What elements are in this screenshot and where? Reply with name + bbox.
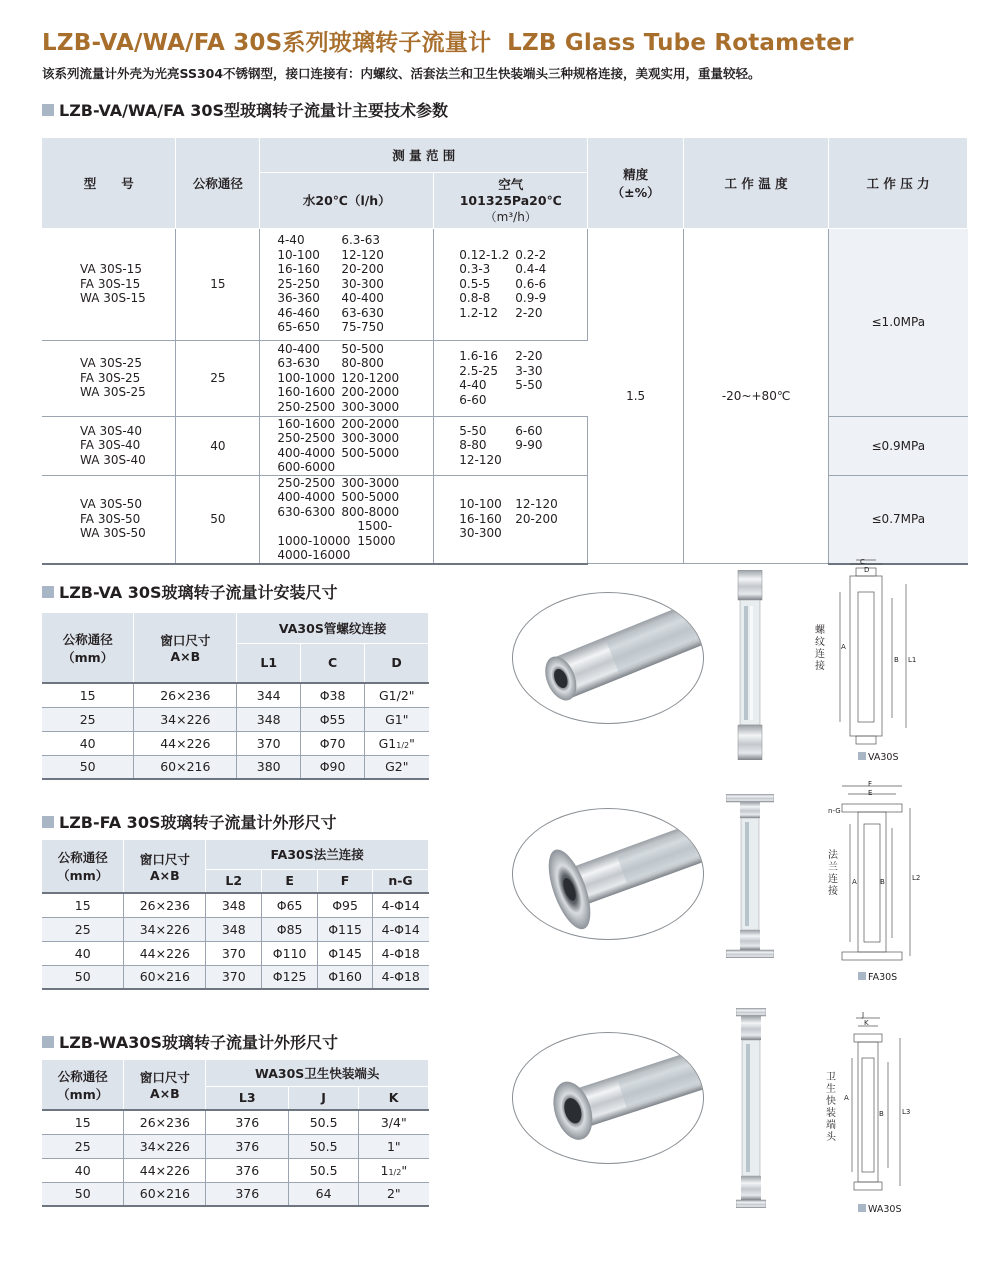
cell-subscript: 1/2 (388, 1167, 402, 1177)
wa-product-photo (736, 1008, 766, 1208)
range-line (459, 306, 587, 321)
temperature-cell: -20~+80℃ (684, 228, 829, 564)
table-row (42, 893, 429, 917)
table-cell: 34×226 (124, 917, 206, 941)
table-cell: 34×226 (134, 707, 237, 731)
cell-value: " (409, 735, 415, 751)
range-value: 20-200 (515, 511, 558, 526)
range-value: 3-30 (515, 363, 543, 378)
section-va-title: LZB-VA 30S玻璃转子流量计安装尺寸 (42, 580, 338, 603)
range-line (277, 431, 433, 446)
wa-model-label: WA30S (858, 1204, 902, 1215)
table-cell: 4-Φ14 (373, 893, 429, 917)
table-row (42, 755, 429, 779)
range-value: 400-4000 (277, 490, 336, 504)
table-cell: 50.5 (289, 1134, 359, 1158)
range-value: 6-60 (459, 392, 487, 407)
table-cell: 25 (42, 1134, 124, 1158)
accuracy-cell: 1.5 (588, 228, 684, 564)
table-cell: 40 (42, 1158, 124, 1182)
dim-b-label: B (880, 878, 885, 886)
main-spec-table (42, 138, 968, 565)
bullet-square-icon (42, 586, 54, 598)
range-value: 800-8000 (341, 504, 400, 519)
table-row (42, 707, 429, 731)
table-cell: 50.5 (289, 1158, 359, 1182)
range-value: 250-2500 (277, 475, 336, 490)
table-cell: Φ145 (318, 941, 373, 965)
table-cell: 1" (359, 1134, 429, 1158)
fa-connection-label: 法兰连接 (828, 850, 838, 897)
range-value: 36-360 (277, 291, 320, 306)
header-dn: 公称通径 (176, 138, 260, 228)
table-cell: 3/4" (359, 1110, 429, 1134)
range-value: 4-40 (277, 233, 305, 248)
table-cell: 25 (42, 707, 134, 731)
model-name: WA 30S-50 (80, 526, 146, 541)
table-row (42, 1110, 429, 1134)
table-row (42, 1182, 429, 1206)
header-col: n-G (373, 869, 429, 893)
range-value: 16-160 (277, 262, 320, 277)
table-cell: G1" (365, 707, 429, 731)
range-line (277, 519, 433, 548)
range-value: 30-300 (459, 526, 502, 541)
range-value: 16-160 (459, 511, 502, 526)
table-cell: Φ38 (301, 683, 365, 707)
title-cn: LZB-VA/WA/FA 30S系列玻璃转子流量计 (42, 30, 492, 56)
range-value: 400-4000 (277, 445, 336, 460)
range-value: 0.8-8 (459, 291, 491, 306)
header-col: J (289, 1086, 359, 1110)
range-line (459, 512, 587, 527)
water-range-cell (260, 228, 434, 340)
range-line (277, 548, 433, 563)
table-cell: 50 (42, 755, 134, 779)
dim-b-label: B (894, 656, 899, 664)
range-value: 2-20 (515, 305, 543, 320)
table-cell: 26×236 (134, 683, 237, 707)
table-cell: 15 (42, 893, 124, 917)
table-cell: 348 (206, 893, 262, 917)
table-cell: 44×226 (124, 941, 206, 965)
range-value: 50-500 (341, 341, 384, 356)
model-name: VA 30S-50 (80, 497, 142, 512)
dn-cell: 40 (176, 416, 260, 475)
range-value: 10-100 (277, 247, 320, 262)
model-cell (42, 416, 176, 475)
range-line (459, 277, 587, 292)
range-line (277, 400, 433, 415)
table-row (42, 965, 429, 989)
header-temperature: 工 作 温 度 (684, 138, 829, 228)
table-cell: 348 (206, 917, 262, 941)
range-line (459, 262, 587, 277)
range-value: 500-5000 (341, 445, 400, 460)
table-cell: G2" (365, 755, 429, 779)
range-value: 1.2-12 (459, 305, 498, 320)
table-cell: 64 (289, 1182, 359, 1206)
range-value: 0.6-6 (515, 276, 547, 291)
table-row (42, 941, 429, 965)
range-value: 0.5-5 (459, 276, 491, 291)
header-col: L3 (206, 1086, 289, 1110)
dim-l3-label: L3 (902, 1108, 911, 1116)
range-value: 20-200 (341, 262, 384, 277)
table-cell: 370 (206, 941, 262, 965)
table-cell: 50 (42, 965, 124, 989)
header-air: 空气 101325Pa20℃ （m³/h） (434, 172, 588, 228)
range-value: 6.3-63 (341, 233, 381, 248)
range-value: 250-2500 (277, 431, 336, 445)
range-line (277, 505, 433, 520)
pressure-cell: ≤0.7MPa (829, 475, 968, 564)
range-line (277, 417, 433, 432)
range-line (277, 277, 433, 292)
table-cell: Φ90 (301, 755, 365, 779)
bullet-square-icon (42, 104, 54, 116)
range-value: 600-6000 (277, 460, 336, 474)
range-value: 2.5-25 (459, 363, 498, 378)
va-dimension-drawing (814, 558, 924, 758)
table-cell: 370 (237, 731, 301, 755)
range-line (459, 378, 587, 393)
table-cell (359, 1158, 429, 1182)
table-cell: 60×216 (124, 1182, 206, 1206)
dim-a-label: A (852, 878, 857, 886)
table-cell: 344 (237, 683, 301, 707)
header-window: 窗口尺寸 A×B (124, 1060, 206, 1110)
wa-connection-label: 卫生快装端头 (826, 1072, 836, 1143)
table-cell: 4-Φ14 (373, 917, 429, 941)
range-value: 0.12-1.2 (459, 247, 510, 262)
air-range-cell (434, 340, 588, 416)
range-value: 75-750 (341, 320, 384, 335)
va-connection-label: 螺纹连接 (815, 625, 825, 672)
dim-f-label: F (868, 780, 873, 788)
section-main-title: LZB-VA/WA/FA 30S型玻璃转子流量计主要技术参数 (42, 98, 448, 121)
header-model: 型 号 (42, 138, 176, 228)
range-value: 46-460 (277, 305, 320, 320)
model-name: VA 30S-25 (80, 356, 142, 371)
header-dn: 公称通径 （mm） (42, 613, 134, 683)
table-cell: G1/2" (365, 683, 429, 707)
range-line (277, 356, 433, 371)
table-row (42, 228, 968, 340)
table-cell: Φ160 (318, 965, 373, 989)
range-value: 6-60 (515, 423, 543, 438)
title-en: LZB Glass Tube Rotameter (507, 30, 854, 56)
dim-a-label: A (841, 643, 846, 651)
dim-a-label: A (844, 1094, 849, 1102)
model-name: VA 30S-15 (80, 262, 142, 277)
range-line (277, 342, 433, 357)
model-name: WA 30S-25 (80, 385, 146, 400)
range-value: 160-1600 (277, 385, 336, 400)
range-line (277, 291, 433, 306)
header-pressure: 工 作 压 力 (829, 138, 968, 228)
header-water: 水20℃（l/h） (260, 172, 434, 228)
model-name: WA 30S-15 (80, 291, 146, 306)
table-cell: 2" (359, 1182, 429, 1206)
table-cell: 25 (42, 917, 124, 941)
water-range-cell (260, 340, 434, 416)
range-value: 12-120 (459, 452, 502, 467)
range-line (459, 453, 587, 468)
range-value: 63-630 (277, 356, 320, 371)
table-cell: 44×226 (124, 1158, 206, 1182)
table-cell: 40 (42, 941, 124, 965)
range-value: 12-120 (515, 497, 558, 512)
cell-subscript: 1/2 (396, 740, 410, 750)
va-model-label: VA30S (858, 752, 899, 763)
table-cell: 4-Φ18 (373, 965, 429, 989)
range-line (459, 526, 587, 541)
table-row (42, 917, 429, 941)
range-line (277, 446, 433, 461)
dim-ng-label: n-G (828, 807, 841, 815)
table-row (42, 1134, 429, 1158)
range-line (277, 233, 433, 248)
model-name: FA 30S-25 (80, 370, 141, 385)
range-value: 65-650 (277, 320, 320, 335)
table-cell: 34×226 (124, 1134, 206, 1158)
dim-b-label: B (879, 1110, 884, 1118)
range-value: 8-80 (459, 438, 487, 453)
water-range-cell (260, 416, 434, 475)
model-name: VA 30S-40 (80, 423, 142, 438)
table-row (42, 1158, 429, 1182)
range-line (459, 364, 587, 379)
table-cell: Φ125 (262, 965, 318, 989)
dn-cell: 25 (176, 340, 260, 416)
range-line (459, 248, 587, 263)
range-value: 120-1200 (341, 370, 400, 385)
range-line (277, 490, 433, 505)
table-cell (365, 731, 429, 755)
wa-closeup-photo (512, 1032, 704, 1164)
table-cell: Φ95 (318, 893, 373, 917)
table-cell: 348 (237, 707, 301, 731)
header-col: F (318, 869, 373, 893)
range-value: 0.9-9 (515, 291, 547, 306)
header-group: FA30S法兰连接 (206, 840, 429, 869)
table-cell: 50 (42, 1182, 124, 1206)
model-cell (42, 475, 176, 564)
page-title (42, 24, 854, 57)
table-cell: 26×236 (124, 893, 206, 917)
range-value: 25-250 (277, 276, 320, 291)
range-line (277, 262, 433, 277)
range-line (277, 248, 433, 263)
table-cell: Φ65 (262, 893, 318, 917)
table-cell: 376 (206, 1158, 289, 1182)
pressure-cell: ≤1.0MPa (829, 228, 968, 416)
range-value: 80-800 (341, 356, 384, 371)
range-value: 2-20 (515, 349, 543, 363)
dim-k-label: K (864, 1019, 869, 1027)
header-window: 窗口尺寸 A×B (124, 840, 206, 893)
range-value: 63-630 (341, 305, 384, 320)
range-value: 500-5000 (341, 490, 400, 504)
table-cell: Φ85 (262, 917, 318, 941)
range-line (277, 460, 433, 475)
table-cell: 370 (206, 965, 262, 989)
range-line (277, 476, 433, 491)
table-cell: Φ70 (301, 731, 365, 755)
range-value: 4000-16000 (277, 548, 351, 562)
range-value: 5-50 (515, 378, 543, 392)
header-range: 测 量 范 围 (260, 138, 588, 172)
table-cell: 15 (42, 1110, 124, 1134)
range-line (459, 497, 587, 512)
table-cell: 376 (206, 1134, 289, 1158)
range-value: 0.2-2 (515, 247, 547, 262)
table-cell: 380 (237, 755, 301, 779)
model-name: FA 30S-15 (80, 276, 141, 291)
table-cell: 60×216 (124, 965, 206, 989)
bullet-square-icon (42, 1036, 54, 1048)
fa-closeup-photo (512, 808, 704, 940)
range-value: 630-6300 (277, 504, 336, 519)
va-dimension-table (42, 613, 429, 780)
table-cell: 4-Φ18 (373, 941, 429, 965)
fa-model-label: FA30S (858, 972, 897, 983)
model-name: WA 30S-40 (80, 452, 146, 467)
dim-j-label: J (862, 1011, 865, 1019)
water-range-cell (260, 475, 434, 564)
range-value: 200-2000 (341, 416, 400, 431)
header-window: 窗口尺寸 A×B (134, 613, 237, 683)
bullet-square-icon (858, 1204, 866, 1212)
range-value: 0.3-3 (459, 262, 491, 277)
range-line (459, 291, 587, 306)
table-row (42, 475, 968, 564)
range-value: 300-3000 (341, 431, 400, 445)
range-value: 1500-15000 (357, 519, 396, 548)
header-group: VA30S管螺纹连接 (237, 613, 429, 643)
range-value: 5-50 (459, 423, 487, 438)
dn-cell: 50 (176, 475, 260, 564)
table-cell: 60×216 (134, 755, 237, 779)
va-product-photo (734, 570, 766, 760)
range-value: 250-2500 (277, 399, 336, 414)
fa-product-photo (726, 794, 774, 958)
model-cell (42, 340, 176, 416)
pressure-cell: ≤0.9MPa (829, 416, 968, 475)
dim-l2-label: L2 (912, 874, 921, 882)
range-value: 30-300 (341, 276, 384, 291)
air-range-cell (434, 416, 588, 475)
table-cell: 40 (42, 731, 134, 755)
va-closeup-photo (512, 592, 704, 724)
wa-dimension-drawing (836, 1008, 916, 1200)
table-cell: Φ110 (262, 941, 318, 965)
dim-c-label: C (860, 558, 865, 566)
header-col: L2 (206, 869, 262, 893)
section-wa-title: LZB-WA30S玻璃转子流量计外形尺寸 (42, 1030, 338, 1053)
header-col: D (365, 643, 429, 683)
range-value: 300-3000 (341, 399, 400, 414)
header-col: L1 (237, 643, 301, 683)
range-value: 160-1600 (277, 416, 336, 431)
range-value: 300-3000 (341, 475, 400, 490)
range-line (459, 349, 587, 364)
header-group: WA30S卫生快装端头 (206, 1060, 429, 1086)
range-value: 1000-10000 (277, 533, 351, 548)
table-row (42, 416, 968, 475)
range-value: 40-400 (341, 291, 384, 306)
dim-l1-label: L1 (908, 656, 917, 664)
header-accuracy: 精度 （±%） (588, 138, 684, 228)
header-col: K (359, 1086, 429, 1110)
bullet-square-icon (42, 816, 54, 828)
range-line (459, 438, 587, 453)
header-dn: 公称通径 （mm） (42, 1060, 124, 1110)
header-col: E (262, 869, 318, 893)
table-row (42, 731, 429, 755)
table-cell: 50.5 (289, 1110, 359, 1134)
header-dn: 公称通径 （mm） (42, 840, 124, 893)
cell-value: G1 (378, 735, 397, 751)
model-cell (42, 228, 176, 340)
table-cell: 376 (206, 1110, 289, 1134)
range-value: 12-120 (341, 247, 384, 262)
cell-value: 1 (380, 1162, 389, 1178)
range-value: 200-2000 (341, 385, 400, 400)
table-cell: Φ115 (318, 917, 373, 941)
table-cell: 376 (206, 1182, 289, 1206)
range-value: 4-40 (459, 378, 487, 392)
wa-dimension-table (42, 1060, 429, 1207)
cell-value: " (401, 1162, 408, 1178)
model-name: FA 30S-50 (80, 511, 141, 526)
range-line (459, 393, 587, 408)
table-row (42, 683, 429, 707)
range-line (277, 385, 433, 400)
range-line (459, 424, 587, 439)
air-range-cell (434, 228, 588, 340)
table-cell: 44×226 (134, 731, 237, 755)
section-fa-title: LZB-FA 30S玻璃转子流量计外形尺寸 (42, 810, 336, 833)
model-name: FA 30S-40 (80, 438, 141, 453)
range-value: 1.6-16 (459, 349, 498, 363)
dim-d-label: D (864, 566, 870, 574)
fa-dimension-table (42, 840, 429, 990)
dn-cell: 15 (176, 228, 260, 340)
range-value: 9-90 (515, 438, 543, 453)
range-line (277, 320, 433, 335)
intro-text: 该系列流量计外壳为光亮SS304不锈钢型，接口连接有：内螺纹、活套法兰和卫生快装端头三种规格连接，美观实用，重量较轻。 (42, 66, 761, 81)
table-cell: 26×236 (124, 1110, 206, 1134)
range-line (277, 306, 433, 321)
header-col: C (301, 643, 365, 683)
table-cell: Φ55 (301, 707, 365, 731)
range-value: 10-100 (459, 497, 502, 512)
table-cell: 15 (42, 683, 134, 707)
bullet-square-icon (858, 972, 866, 980)
range-line (277, 371, 433, 386)
range-value: 40-400 (277, 341, 320, 356)
air-range-cell (434, 475, 588, 564)
bullet-square-icon (858, 752, 866, 760)
dim-e-label: E (868, 789, 873, 797)
range-value: 100-1000 (277, 370, 336, 385)
range-value: 0.4-4 (515, 262, 547, 277)
